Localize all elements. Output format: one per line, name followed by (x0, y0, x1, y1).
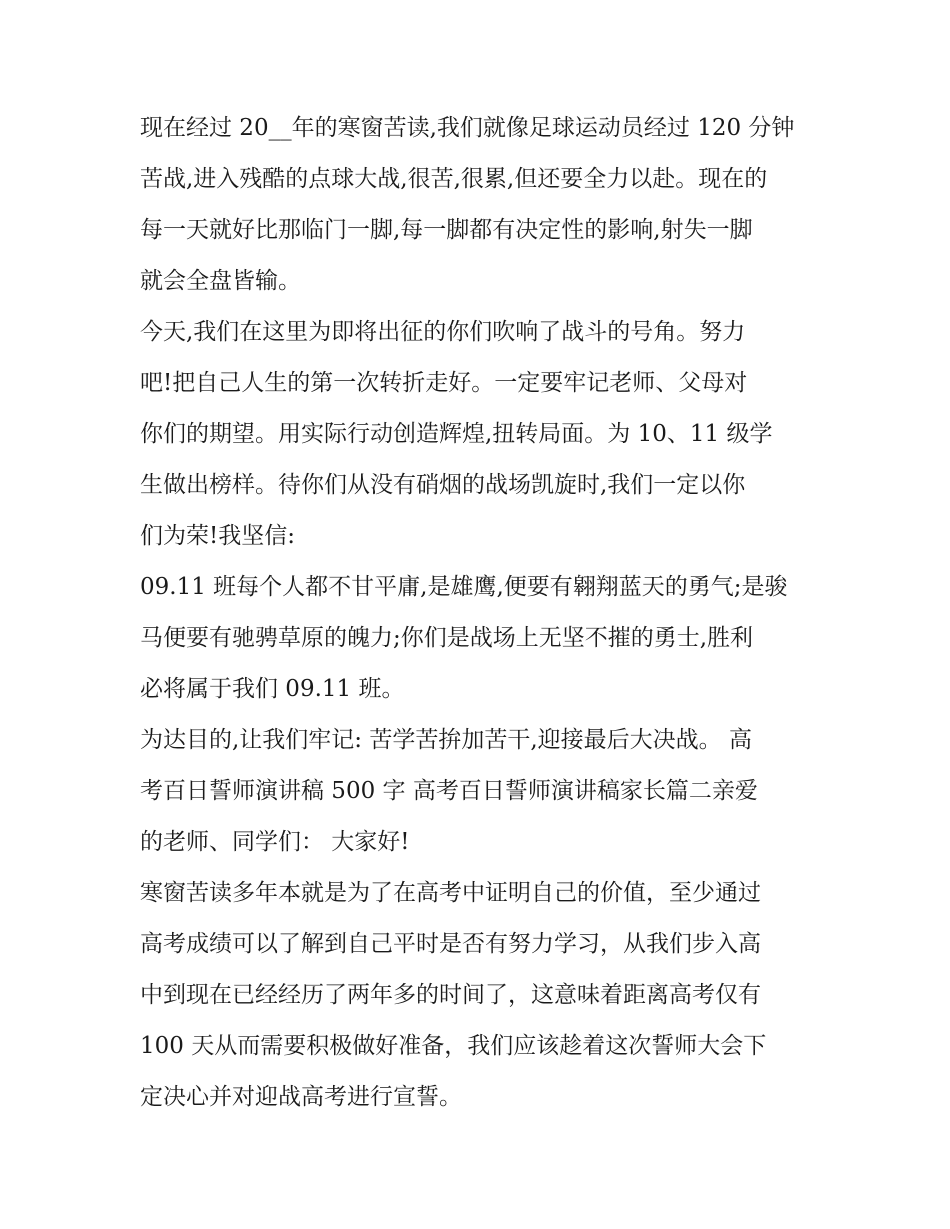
text-line: 的老师、同学们： 大家好! (140, 829, 410, 855)
text-line: 就会全盘皆输。 (140, 268, 301, 294)
text-line: 为达目的,让我们牢记: 苦学苦拚加苦干,迎接最后大决战。 高 (140, 727, 752, 753)
text-line: 现在经过 20__年的寒窗苦读,我们就像足球运动员经过 120 分钟 (140, 115, 795, 141)
text-line: 定决心并对迎战高考进行宣誓。 (140, 1084, 462, 1110)
text-line: 吧!把自己人生的第一次转折走好。一定要牢记老师、父母对 (140, 370, 748, 396)
text-line: 今天,我们在这里为即将出征的你们吹响了战斗的号角。努力 (140, 319, 746, 345)
text-line: 苦战,进入残酷的点球大战,很苦,很累,但还要全力以赴。现在的 (140, 166, 768, 192)
document-body (140, 103, 820, 1123)
text-line: 高考成绩可以了解到自己平时是否有努力学习，从我们步入高 (140, 931, 761, 957)
text-line: 必将属于我们 09.11 班。 (140, 676, 405, 702)
text-line: 生做出榜样。待你们从没有硝烟的战场凯旋时,我们一定以你 (140, 472, 746, 498)
paragraph-4 (140, 715, 820, 868)
text-line: 马便要有驰骋草原的魄力;你们是战场上无坚不摧的勇士,胜利 (140, 625, 754, 651)
paragraph-2 (140, 307, 820, 562)
text-line: 每一天就好比那临门一脚,每一脚都有决定性的影响,射失一脚 (140, 217, 753, 243)
text-line: 们为荣!我坚信: (140, 523, 295, 549)
text-line: 中到现在已经经历了两年多的时间了，这意味着距离高考仅有 (140, 982, 761, 1008)
text-line: 09.11 班每个人都不甘平庸,是雄鹰,便要有翱翔蓝天的勇气;是骏 (140, 574, 788, 600)
text-line: 你们的期望。用实际行动创造辉煌,扭转局面。为 10、11 级学 (140, 421, 773, 447)
text-line: 寒窗苦读多年本就是为了在高考中证明自己的价值，至少通过 (140, 880, 761, 906)
paragraph-5 (140, 868, 820, 1123)
text-line: 考百日誓师演讲稿 500 字 高考百日誓师演讲稿家长篇二亲爱 (140, 778, 758, 804)
text-line: 100 天从而需要积极做好准备，我们应该趁着这次誓师大会下 (140, 1033, 767, 1059)
paragraph-1 (140, 103, 820, 307)
paragraph-3 (140, 562, 820, 715)
